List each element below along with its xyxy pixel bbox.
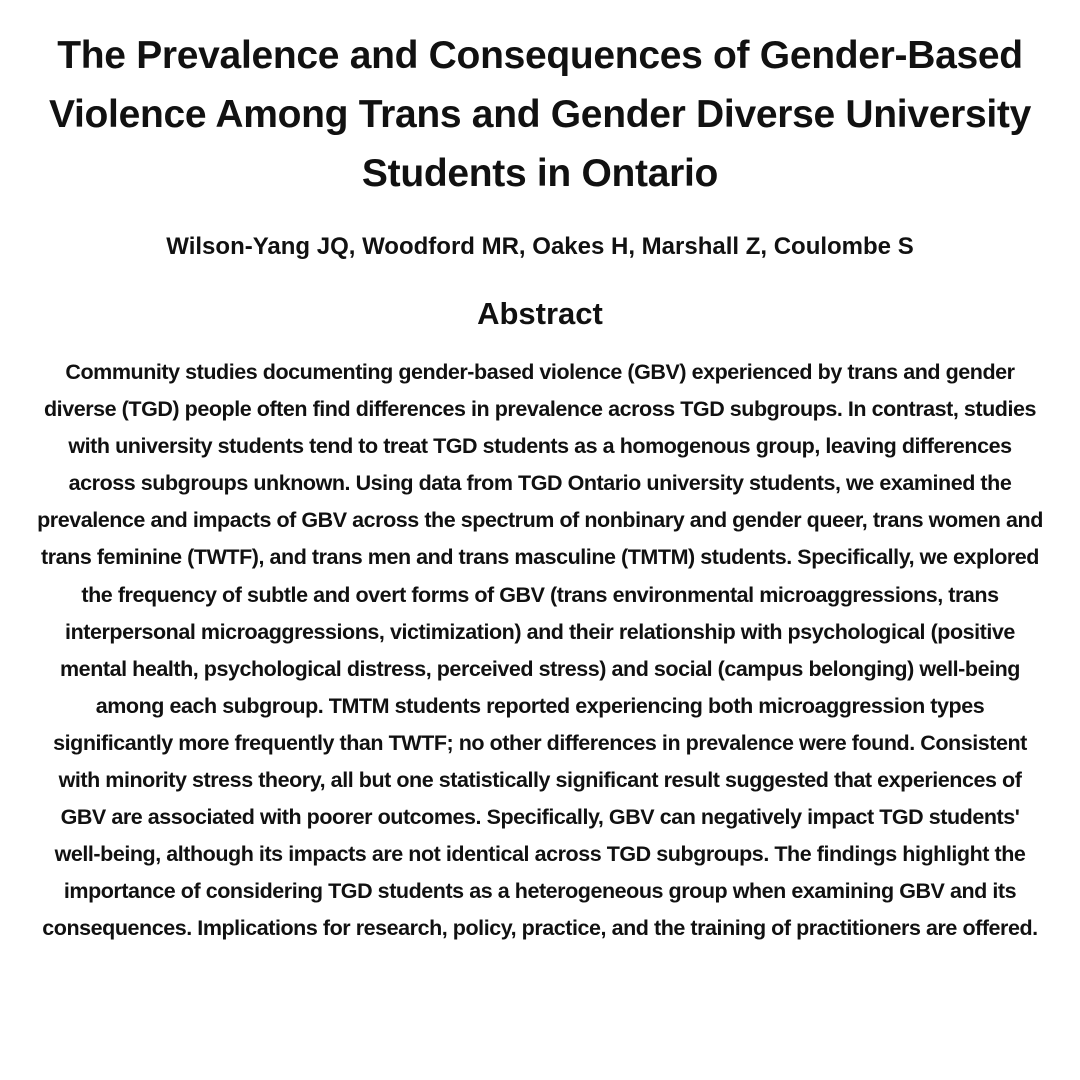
abstract-heading: Abstract: [477, 296, 603, 331]
paper-title: The Prevalence and Consequences of Gender-Based Violence Among Trans and Gender Diverse University Students in Ontario: [48, 34, 1031, 195]
abstract-text: Community studies documenting gender-based violence (GBV) experienced by trans and gender diverse (TGD) people often find differences in prevalence across TGD subgroups. In contrast, studies with university students tend to treat TGD students as a homogenous group, leaving differences across subgroups unknown. Using data from TGD Ontario university students, we examined the prevalence and impacts of GBV across the spectrum of nonbinary and gender queer, trans women and trans feminine (TWTF), and trans men and trans masculine (TMTM) students. Specifically, we explored the frequency of subtle and overt forms of GBV (trans environmental microaggressions, trans interpersonal microaggressions, victimization) and their relationship with psychological (positive mental health, psychological distress, perceived stress) and social (campus belonging) well-being among each subgroup. TMTM students reported experiencing both microaggression types significantly more frequently than TWTF; no other differences in prevalence were found. Consistent with minority stress theory, all but one statistically significant result suggested that experiences of GBV are associated with poorer outcomes. Specifically, GBV can negatively impact TGD students' well-being, although its impacts are not identical across TGD subgroups. The findings highlight the importance of considering TGD students as a heterogeneous group when examining GBV and its consequences. Implications for research, policy, practice, and the training of practitioners are offered.: [37, 360, 1043, 941]
author-list: Wilson-Yang JQ, Woodford MR, Oakes H, Marshall Z, Coulombe S: [166, 233, 914, 260]
